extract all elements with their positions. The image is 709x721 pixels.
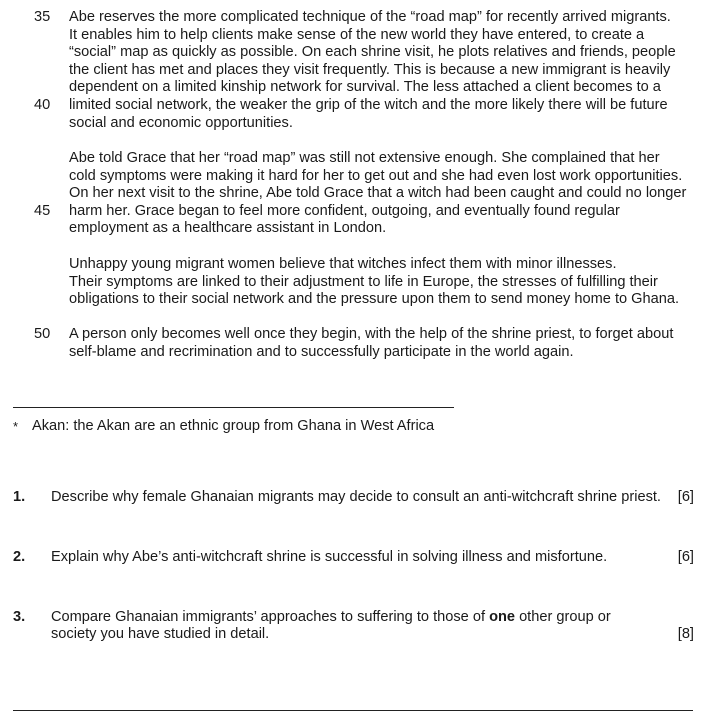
- passage-line: A person only becomes well once they begin, with the help of the shrine priest, to forget about: [69, 326, 674, 342]
- question-2-text: Explain why Abe’s anti-witchcraft shrine is successful in solving illness and misfortune.: [51, 549, 608, 565]
- footnote-marker: *: [13, 419, 19, 434]
- question-2-marks: [6]: [677, 549, 694, 565]
- line-number-50: 50: [34, 326, 51, 342]
- question-3-marks: [8]: [677, 626, 694, 642]
- passage-line: the client has met and places they visit frequently. This is because a new immigrant is heavily: [69, 61, 671, 78]
- line-number-40: 40: [34, 97, 51, 113]
- footnote-text: Akan: the Akan are an ethnic group from Ghana in West Africa: [32, 418, 435, 434]
- page-bottom-divider: [13, 710, 693, 711]
- passage-line: Abe reserves the more complicated technique of the “road map” for recently arrived migrants.: [69, 9, 671, 25]
- question-3-text: [51, 609, 611, 627]
- question-1-number: 1.: [13, 489, 26, 505]
- passage-line: On her next visit to the shrine, Abe told Grace that a witch had been caught and could no longer: [69, 185, 687, 202]
- footnote-divider: [13, 407, 454, 408]
- passage-line: employment as a healthcare assistant in London.: [69, 220, 387, 237]
- line-number-45: 45: [34, 203, 51, 219]
- passage-line: obligations to their social network and the pressure upon them to send money home to Ghana.: [69, 291, 680, 308]
- question-3-text-part: Compare Ghanaian immigrants’ approaches to suffering to those of: [51, 609, 490, 625]
- question-1-marks: [6]: [677, 489, 694, 505]
- passage-line: cold symptoms were making it hard for her to get out and she had even lost work opportunities.: [69, 167, 683, 184]
- question-1-text: Describe why female Ghanaian migrants may decide to consult an anti-witchcraft shrine priest.: [51, 489, 661, 505]
- question-3-text-line-2: society you have studied in detail.: [51, 626, 270, 642]
- passage-line: self-blame and recrimination and to successfully participate in the world again.: [69, 343, 574, 360]
- passage-line: harm her. Grace began to feel more confident, outgoing, and eventually found regular: [69, 202, 620, 219]
- passage-line: limited social network, the weaker the grip of the witch and the more likely there will be future: [69, 97, 668, 113]
- question-3-text-part: other group or: [515, 609, 611, 625]
- passage-line: Unhappy young migrant women believe that witches infect them with minor illnesses.: [69, 256, 617, 272]
- passage-line: It enables him to help clients make sense of the new world they have entered, to create a: [69, 26, 645, 43]
- question-3-number: 3.: [13, 609, 26, 625]
- line-number-35: 35: [34, 9, 51, 25]
- passage-line: social and economic opportunities.: [69, 114, 293, 131]
- passage-line: Abe told Grace that her “road map” was still not extensive enough. She complained that her: [69, 150, 660, 166]
- passage-line: Their symptoms are linked to their adjustment to life in Europe, the stresses of fulfilling their: [69, 273, 658, 290]
- question-2-number: 2.: [13, 549, 26, 565]
- question-3-emphasis: one: [489, 609, 516, 625]
- passage-line: “social” map as quickly as possible. On each shrine visit, he plots relatives and friends, people: [69, 44, 676, 61]
- passage-line: dependent on a limited kinship network for survival. The less attached a client becomes to a: [69, 79, 661, 96]
